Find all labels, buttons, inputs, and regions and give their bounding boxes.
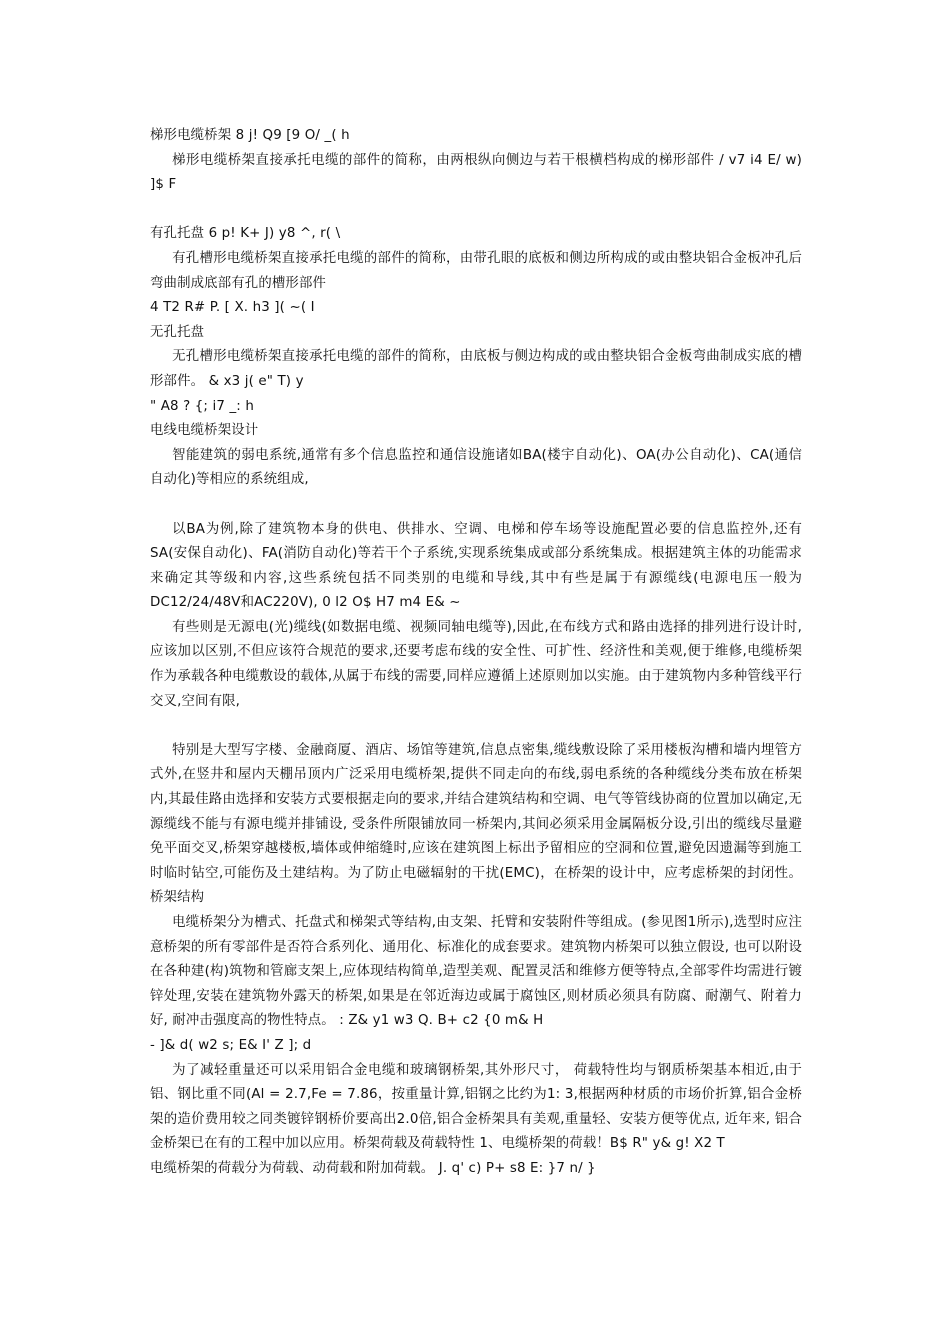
paragraph: 为了减轻重量还可以采用铝合金电缆和玻璃钢桥架,其外形尺寸， 荷载特性均与钢质桥架基本相近,由于铝、钢比重不同(Al = 2.7,Fe = 7.86，按重量计算,铝钢之比约为1: 3,根据两种材质的市场价折算,铝合金桥架的造价费用较之同类镀锌钢桥价要高出2.0倍,铝合金桥架具有美观,重量轻、安装方便等优点, 近年来, 铝合金桥架已在有的工程中加以应用。桥架荷载及荷载特性 1、电缆桥架的荷载！B$ R" y& g! X2 T bbox=[150, 1062, 802, 1152]
paragraph: 特别是大型写字楼、金融商厦、酒店、场馆等建筑,信息点密集,缆线敷设除了采用楼板沟槽和墙内埋管方式外,在竖井和屋内天棚吊顶内广泛采用电缆桥架,提供不同走向的布线,弱电系统的各种缆线分类布放在桥架内,其最佳路由选择和安装方式要根据走向的要求,并结合建筑结构和空调、电气等管线协商的位置加以确定,无源缆线不能与有源电缆并排铺设, 受条件所限铺放同一桥架内,其间必须采用金属隔板分设,引出的缆线尽量避免平面交叉,桥架穿越楼板,墙体或伸缩缝时,应该在建筑图上标出予留相应的空洞和位置,避免因遗漏等到施工时临时钻空,可能伤及土建结构。为了防止电磁辐射的干扰(EMC)，在桥架的设计中，应考虑桥架的封闭性。 桥架结构 bbox=[150, 742, 802, 906]
paragraph: 有孔槽形电缆桥架直接承托电缆的部件的简称，由带孔眼的底板和侧边所构成的或由整块铝合金板冲孔后弯曲制成底部有孔的槽形部件 bbox=[150, 250, 802, 291]
text-line: - ]& d( w2 s; E& I' Z ]; d bbox=[150, 1037, 312, 1053]
document-body bbox=[150, 124, 802, 1182]
blank-line bbox=[150, 714, 802, 739]
paragraph: 梯形电缆桥架直接承托电缆的部件的简称，由两根纵向侧边与若干根横档构成的梯形部件 / v7 i4 E/ w) ]$ F bbox=[150, 152, 802, 193]
section-heading: 梯形电缆桥架 8 j! Q9 [9 O/ _( h bbox=[150, 128, 350, 143]
paragraph: 以BA为例,除了建筑物本身的供电、供排水、空调、电梯和停车场等设施配置必要的信息监控外,还有SA(安保自动化)、FA(消防自动化)等若干个子系统,实现系统集成或部分系统集成。根据建筑主体的功能需求来确定其等级和内容,这些系统包括不同类别的电缆和导线,其中有些是属于有源缆线(电源电压一般为DC12/24/48V和AC220V), 0 l2 O$ H7 m4 E& ~ bbox=[150, 521, 802, 611]
paragraph: 电缆桥架分为槽式、托盘式和梯架式等结构,由支架、托臂和安装附件等组成。(参见图1所示),选型时应注意桥架的所有零部件是否符合系列化、通用化、标准化的成套要求。建筑物内桥架可以独立假设, 也可以附设在各种建(构)筑物和管廊支架上,应体现结构简单,造型美观、配置灵活和维修方便等特点,全部零件均需进行镀锌处理,安装在建筑物外露天的桥架,如果是在邻近海边或属于腐蚀区,则材质必须具有防腐、耐潮气、附着力好, 耐冲击强度高的物性特点。 : Z& y1 w3 Q. B+ c2 {0 m& H bbox=[150, 915, 802, 1029]
section-heading: 电线电缆桥架设计 bbox=[150, 423, 259, 439]
section-heading: 有孔托盘 6 p! K+ J) y8 ^, r( \ bbox=[150, 226, 341, 242]
paragraph: 有些则是无源电(光)缆线(如数据电缆、视频同轴电缆等),因此,在布线方式和路由选择的排列进行设计时,应该加以区别,不但应该符合规范的要求,还要考虑布线的安全性、可扩性、经济性和美观,便于维修,电缆桥架作为承载各种电缆敷设的载体,从属于布线的需要,同样应遵循上述原则加以实施。由于建筑物内多种管线平行交叉,空间有限, bbox=[150, 619, 802, 709]
paragraph: 无孔槽形电缆桥架直接承托电缆的部件的简称，由底板与侧边构成的或由整块铝合金板弯曲制成实底的槽形部件。 & x3 j( e" T) y bbox=[150, 349, 802, 389]
paragraph: 智能建筑的弱电系统,通常有多个信息监控和通信设施诸如BA(楼宇自动化)、OA(办公自动化)、CA(通信自动化)等相应的系统组成, bbox=[150, 447, 802, 488]
section-heading: 无孔托盘 bbox=[150, 324, 205, 340]
text-line: " A8 ? {; i7 _: h bbox=[150, 398, 254, 414]
blank-line bbox=[150, 493, 802, 518]
blank-line bbox=[150, 198, 802, 223]
text-line: 4 T2 R# P. [ X. h3 ]( ~( I bbox=[150, 300, 315, 316]
text-line: 电缆桥架的荷载分为荷载、动荷载和附加荷载。 J. q' c) P+ s8 E: }7 n/ } bbox=[150, 1160, 596, 1176]
